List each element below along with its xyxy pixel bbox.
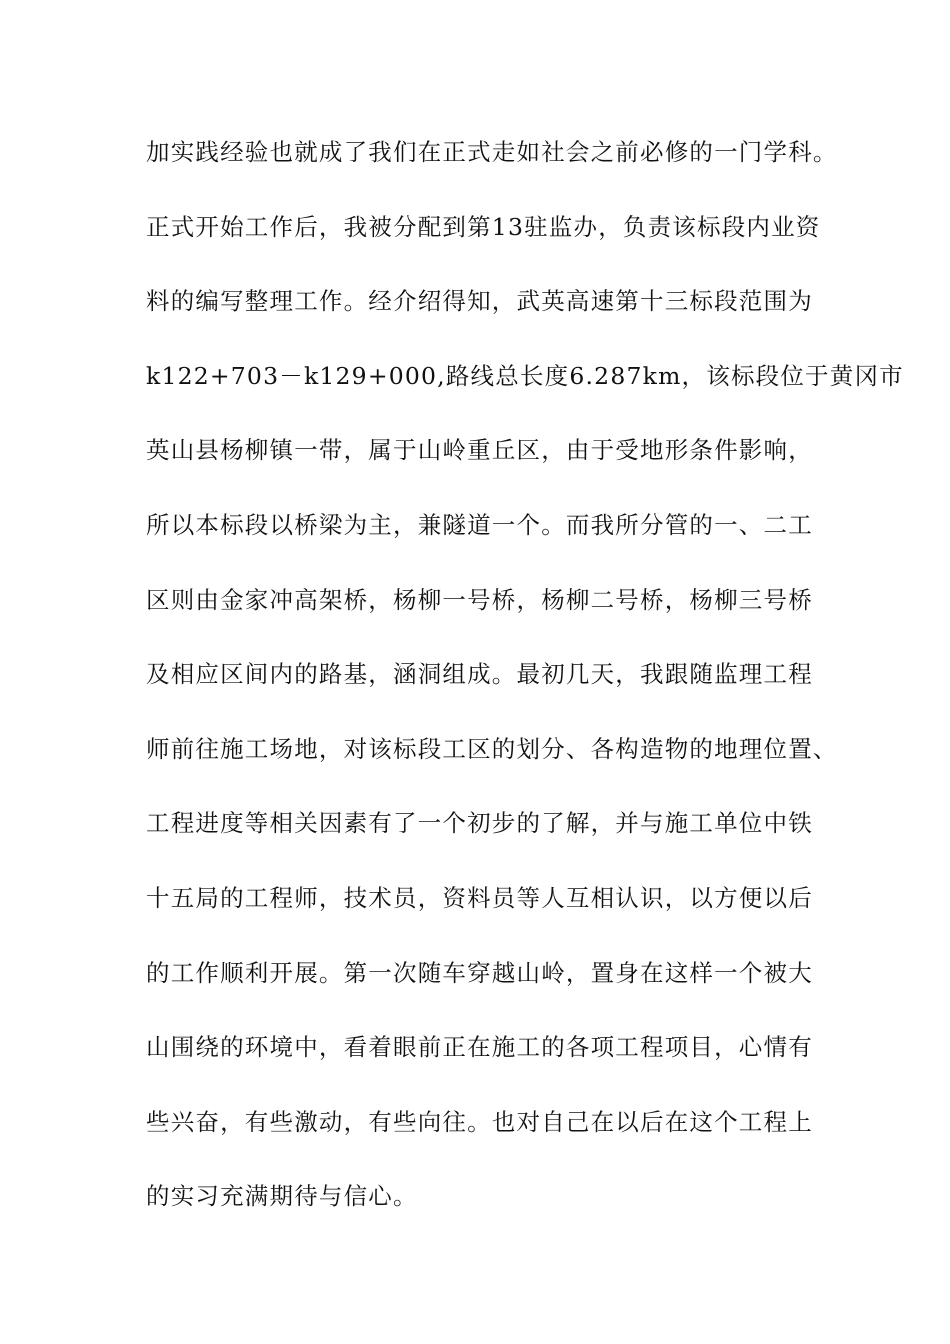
text-line-1: 加实践经验也就成了我们在正式走如社会之前必修的一门学科。 xyxy=(146,138,838,166)
body-paragraph xyxy=(146,130,904,1249)
text-line-15: 的实习充满期待与信心。 xyxy=(146,1182,418,1211)
text-line-6: 所以本标段以桥梁为主，兼隧道一个。而我所分管的一、二工 xyxy=(146,510,813,539)
text-line-11: 十五局的工程师，技术员，资料员等人互相认识，以方便以后 xyxy=(146,883,813,912)
text-line-13: 山围绕的环境中，看着眼前正在施工的各项工程项目，心情有 xyxy=(146,1033,813,1062)
text-line-3: 料的编写整理工作。经介绍得知，武英高速第十三标段范围为 xyxy=(146,287,813,316)
text-line-2: 正式开始工作后，我被分配到第13驻监办，负责该标段内业资 xyxy=(146,212,821,241)
text-line-9: 师前往施工场地，对该标段工区的划分、各构造物的地理位置、 xyxy=(146,734,838,763)
text-line-7: 区则由金家冲高架桥，杨柳一号桥，杨柳二号桥，杨柳三号桥 xyxy=(146,585,813,614)
text-line-12: 的工作顺利开展。第一次随车穿越山岭，置身在这样一个被大 xyxy=(146,958,813,987)
text-line-14: 些兴奋，有些激动，有些向往。也对自己在以后在这个工程上 xyxy=(146,1107,813,1136)
text-line-4: k122+703－k129+000,路线总长度6.287km，该标段位于黄冈市 xyxy=(146,361,904,390)
text-line-10: 工程进度等相关因素有了一个初步的了解，并与施工单位中铁 xyxy=(146,809,813,838)
text-line-5: 英山县杨柳镇一带，属于山岭重丘区，由于受地形条件影响， xyxy=(146,436,813,465)
text-line-8: 及相应区间内的路基，涵洞组成。最初几天，我跟随监理工程 xyxy=(146,660,813,689)
